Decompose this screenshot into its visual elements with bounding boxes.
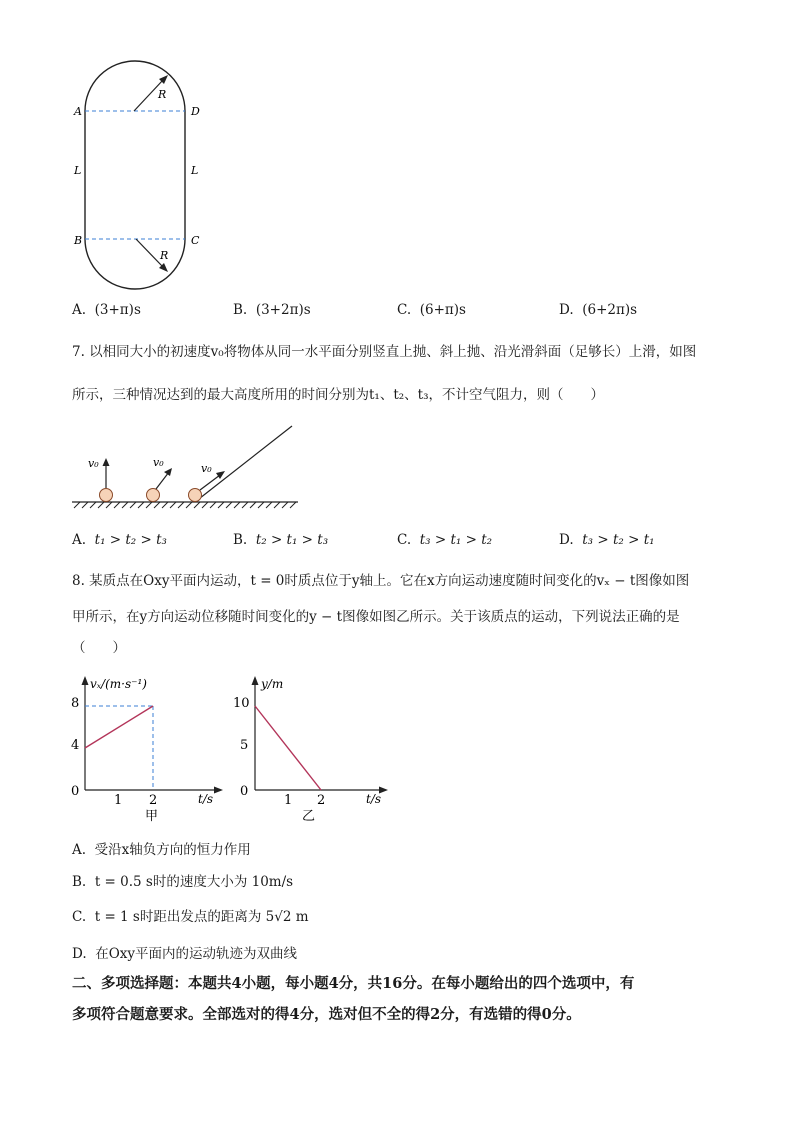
q7-stem-line2: 所示，三种情况达到的最大高度所用的时间分别为t₁、t₂、t₃，不计空气阻力，则（ ）	[72, 387, 605, 403]
q8-stem-line2: 甲所示，在y方向运动位移随时间变化的y − t图像如图乙所示。关于该质点的运动，下列说法正确的是	[72, 609, 680, 625]
graph-yi-ytick-0: 0	[240, 784, 249, 799]
graph-jia-ylabel: vₓ/(m·s⁻¹)	[90, 677, 147, 691]
track-figure	[60, 40, 230, 300]
q8-option-c: C. t = 1 s时距出发点的距离为 5√2 m	[72, 909, 309, 925]
q6-option-d: D. (6+2π)s	[559, 302, 638, 318]
ball-oblique	[147, 489, 160, 502]
label-r-bottom: R	[160, 249, 169, 262]
q7-option-a: A. t₁ > t₂ > t₃	[72, 532, 167, 548]
graph-yi-xlabel: t/s	[366, 792, 382, 806]
label-c: C	[191, 234, 200, 247]
q6-option-c: C. (6+π)s	[397, 302, 466, 318]
graph-yi	[230, 668, 395, 828]
label-a: A	[74, 105, 82, 118]
q6-option-a: A. (3+π)s	[72, 302, 141, 318]
graph-yi-ytick-5: 5	[240, 738, 249, 753]
q8-stem-line1: 8. 某质点在Oxy平面内运动，t = 0时质点位于y轴上。它在x方向运动速度随时间变化的vₓ − t图像如图	[72, 573, 690, 589]
graph-jia-ytick-4: 4	[71, 738, 80, 753]
q7-option-b: B. t₂ > t₁ > t₃	[233, 532, 329, 548]
radius-arrow-bottom	[136, 239, 163, 267]
graph-jia-caption: 甲	[145, 809, 159, 824]
section2-heading-line1: 二、多项选择题：本题共4小题，每小题4分，共16分。在每小题给出的四个选项中，有	[72, 975, 635, 992]
graph-jia-x-arrow	[214, 787, 223, 794]
velocity-arrow-oblique	[156, 472, 169, 489]
graph-jia-ytick-8: 8	[71, 696, 80, 711]
v0-label-3: v₀	[201, 462, 212, 475]
q7-figure	[70, 420, 310, 515]
graph-yi-xtick-2: 2	[317, 793, 326, 808]
graph-jia	[65, 668, 230, 828]
q7-option-d: D. t₃ > t₂ > t₁	[559, 532, 655, 548]
track-outline	[85, 61, 185, 289]
label-d: D	[191, 105, 200, 118]
ball-incline	[189, 489, 202, 502]
label-r-top: R	[158, 88, 167, 101]
label-b: B	[74, 234, 83, 247]
graph-yi-data-line	[255, 706, 321, 790]
graph-jia-y-arrow	[82, 676, 89, 685]
ball-vertical	[100, 489, 113, 502]
q6-option-b: B. (3+2π)s	[233, 302, 311, 318]
graph-jia-data-line	[85, 706, 153, 748]
graph-jia-xlabel: t/s	[198, 792, 214, 806]
v0-label-2: v₀	[153, 456, 164, 469]
q8-option-a: A. 受沿x轴负方向的恒力作用	[72, 842, 251, 858]
graph-yi-ytick-10: 10	[233, 696, 250, 711]
graph-jia-ytick-0: 0	[71, 784, 80, 799]
graph-jia-xtick-2: 2	[149, 793, 158, 808]
section2-heading-line2: 多项符合题意要求。全部选对的得4分，选对但不全的得2分，有选错的得0分。	[72, 1006, 581, 1023]
q7-option-c: C. t₃ > t₁ > t₂	[397, 532, 493, 548]
q8-stem-line3: （ ）	[72, 640, 126, 656]
graph-yi-xtick-1: 1	[284, 793, 293, 808]
graph-yi-ylabel: y/m	[261, 677, 284, 691]
velocity-arrow-incline	[200, 475, 220, 490]
v0-label-1: v₀	[88, 457, 99, 470]
label-l-left: L	[74, 164, 82, 177]
graph-yi-y-arrow	[252, 676, 259, 685]
q8-option-d: D. 在Oxy平面内的运动轨迹为双曲线	[72, 946, 298, 962]
q8-option-b: B. t = 0.5 s时的速度大小为 10m/s	[72, 874, 294, 890]
label-l-right: L	[191, 164, 199, 177]
graph-jia-xtick-1: 1	[114, 793, 123, 808]
ground-hatch	[74, 502, 296, 508]
graph-yi-caption: 乙	[302, 809, 316, 824]
q7-stem-line1: 7. 以相同大小的初速度v₀将物体从同一水平面分别竖直上抛、斜上抛、沿光滑斜面（足够长）上滑，如图	[72, 344, 697, 360]
